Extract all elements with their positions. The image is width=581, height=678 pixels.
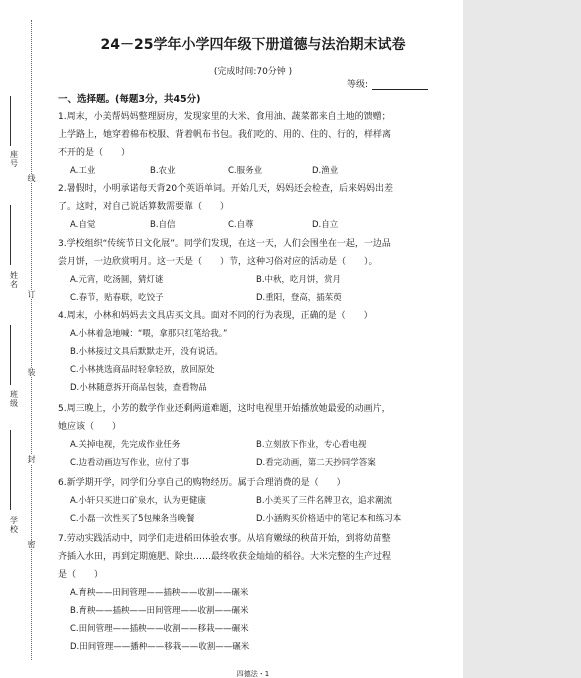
question-line: 她应该（ ） [58,422,122,432]
option: C.服务业 [228,166,263,176]
option: B.小美买了三件名牌卫衣，追求潮流 [256,496,393,506]
viewer-background [463,0,581,678]
question-line: 不开的是（ ） [58,148,131,158]
question-line: 4.周末，小林和妈妈去文具店买文具。面对不同的行为表现，正确的是（ ） [58,311,373,321]
option: C.自尊 [228,220,254,230]
option: A.小轩只买进口矿泉水，认为更健康 [70,496,206,506]
question-line: 7.劳动实践活动中，同学们走进稻田体验农事。从培育嫩绿的秧苗开始，到将幼苗整 [58,534,391,544]
question-line: 上学路上，她穿着棉布校服、背着帆布书包。我们吃的、用的、住的、行的，样样离 [58,130,392,140]
question-6 [58,474,438,492]
question-line: 2.暑假时，小明承诺每天背20个英语单词。开始几天，妈妈还会检查，后来妈妈出差 [58,184,394,194]
option: C.边看动画边写作业，应付了事 [70,458,190,468]
binding-word-xian: 线 [27,174,36,183]
school-label: 学校 [10,516,18,534]
option: A.元宵，吃汤圆，猜灯谜 [70,275,164,285]
option: A.工业 [70,166,96,176]
option: A.育秧——田间管理——插秧——收割——碾米 [70,588,249,598]
page-footer: 四德法・1 [236,670,270,678]
name-label: 姓名 [10,271,18,289]
option: C.小林挑选商品时轻拿轻放，放回原处 [70,365,215,375]
option: D.重阳，登高，插茱萸 [256,293,342,303]
question-line: 齐插入水田，再到定期施肥、除虫……最终收获金灿灿的稻谷。大米完整的生产过程 [58,552,392,562]
option: B.小林接过文具后默默走开，没有说话。 [70,347,224,357]
question-5 [58,400,438,436]
option: B.农业 [150,166,176,176]
binding-word-zhuang: 装 [27,368,36,377]
grade-label: 等级: [346,80,368,90]
school-field [10,430,11,510]
question-line: 5.周三晚上，小芳的数学作业还剩两道难题，这时电视里开始播放她最爱的动画片， [58,404,391,414]
class-field [10,325,11,385]
binding-dotted-line [31,20,32,660]
option: A.自觉 [70,220,96,230]
question-line: 是（ ） [58,570,104,580]
option: B.育秧——插秧——田间管理——收割——碾米 [70,606,249,616]
question-3 [58,235,438,271]
option: B.立刻放下作业，专心看电视 [256,440,367,450]
option: A.小林着急地喊：“喂，拿那只红笔给我。” [70,329,228,339]
binding-gutter [0,0,44,678]
option: C.小磊一次性买了5包辣条当晚餐 [70,514,195,524]
question-line: 尝月饼，一边欣赏明月。这一天是（ ）节，这种习俗对应的活动是（ ）。 [58,257,378,267]
question-7 [58,530,438,584]
exam-title: 24－25学年小学四年级下册道德与法治期末试卷 [100,37,406,53]
seat-field [10,96,11,146]
question-line: 了。这时，对自己说话算数需要靠（ ） [58,202,230,212]
binding-word-ding: 订 [27,290,36,299]
question-line: 6.新学期开学，同学们分享自己的购物经历。属于合理消费的是（ ） [58,478,346,488]
exam-time: (完成时间:70分钟 ) [213,67,293,77]
question-2 [58,180,438,216]
question-4 [58,307,438,325]
option: D.田间管理——播种——移栽——收割——碾米 [70,642,250,652]
grade-field [347,76,428,94]
option: C.田间管理——插秧——收割——移栽——碾米 [70,624,249,634]
option: A.关掉电视，先完成作业任务 [70,440,181,450]
binding-word-mi: 密 [27,540,36,549]
grade-blank [372,79,428,90]
option: D.渔业 [312,166,339,176]
option: D.小涵购买价格适中的笔记本和练习本 [256,514,402,524]
question-line: 3.学校组织“传统节日文化展”。同学们发现，在这一天，人们会围坐在一起，一边品 [58,239,391,249]
option: C.春节，贴春联，吃饺子 [70,293,164,303]
option: B.自信 [150,220,176,230]
section-title: 一、选择题。(每题3分，共45分) [58,94,201,105]
name-field [10,205,11,265]
seat-label: 座号 [10,150,18,168]
class-label: 班级 [10,390,18,408]
question-line: 1.周末，小美帮妈妈整理厨房，发现家里的大米、食用油、蔬菜都来自土地的馈赠； [58,112,391,122]
question-1 [58,108,438,162]
option: D.自立 [312,220,339,230]
binding-word-feng: 封 [27,455,36,464]
option: B.中秋，吃月饼，赏月 [256,275,342,285]
option: D.小林随意拆开商品包装，查看物品 [70,383,207,393]
option: D.看完动画，第二天抄同学答案 [256,458,376,468]
